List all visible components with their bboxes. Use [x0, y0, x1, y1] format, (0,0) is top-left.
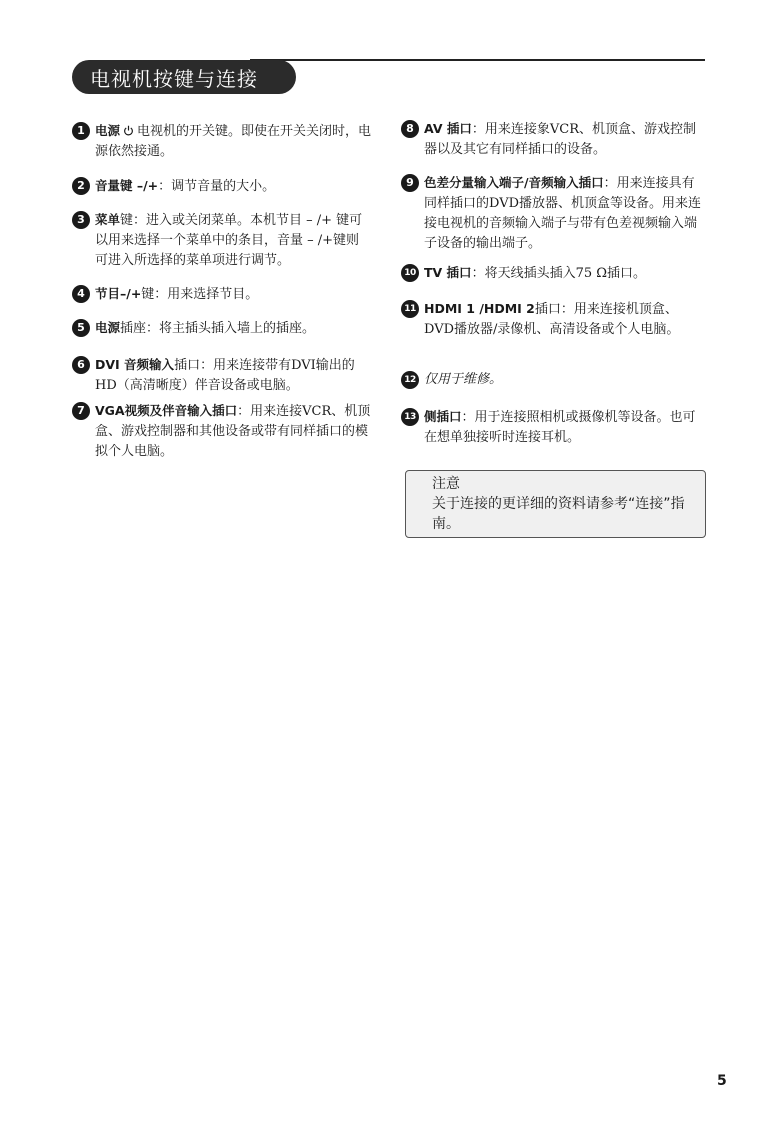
item-5: 5 电源插座：将主插头插入墙上的插座。	[72, 318, 372, 339]
note-heading: 注意	[432, 476, 460, 492]
note-box	[405, 470, 706, 538]
page-title	[72, 60, 296, 94]
page-title-text: 电视机按键与连接	[90, 66, 258, 91]
item-10: 10 TV 插口：将天线插头插入75 Ω插口。	[401, 263, 701, 284]
power-icon	[123, 125, 134, 136]
item-3: 3 菜单键：进入或关闭菜单。本机节目 – /+ 键可以用来选择一个菜单中的条目，音量 – /+键则可进入所选择的菜单项进行调节。	[72, 210, 372, 271]
note-body: 关于连接的更详细的资料请参考“连接”指南。	[432, 496, 685, 532]
item-number: 7	[72, 402, 90, 420]
item-9: 9 色差分量输入端子/音频输入插口：用来连接具有同样插口的DVD播放器、机顶盒等设备。用来连接电视机的音频输入端子与带有色差视频输入端子设备的输出端子。	[401, 173, 701, 254]
item-2: 2 音量键 –/+：调节音量的大小。	[72, 176, 372, 197]
item-number: 10	[401, 264, 419, 282]
item-7: 7 VGA视频及伴音输入插口：用来连接VCR、机顶盒、游戏控制器和其他设备或带有同样插口的模拟个人电脑。	[72, 401, 372, 462]
item-13: 13 侧插口：用于连接照相机或摄像机等设备。也可在想单独接听时连接耳机。	[401, 407, 701, 448]
item-number: 6	[72, 356, 90, 374]
item-number: 11	[401, 300, 419, 318]
item-number: 9	[401, 174, 419, 192]
item-number: 3	[72, 211, 90, 229]
item-number: 12	[401, 371, 419, 389]
item-8: 8 AV 插口：用来连接象VCR、机顶盒、游戏控制器以及其它有同样插口的设备。	[401, 119, 701, 160]
item-6: 6 DVI 音频输入插口：用来连接带有DVI输出的HD（高清晰度）伴音设备或电脑。	[72, 355, 372, 396]
item-number: 13	[401, 408, 419, 426]
page-number: 5	[717, 1073, 727, 1089]
item-number: 5	[72, 319, 90, 337]
item-number: 1	[72, 122, 90, 140]
item-number: 4	[72, 285, 90, 303]
title-rule	[250, 59, 705, 61]
item-number: 8	[401, 120, 419, 138]
item-12: 12 仅用于维修。	[401, 370, 701, 390]
item-4: 4 节目–/+键：用来选择节目。	[72, 284, 372, 305]
item-number: 2	[72, 177, 90, 195]
item-1: 1 电源 电视机的开关键。即使在开关关闭时，电源依然接通。	[72, 121, 372, 162]
item-11: 11 HDMI 1 /HDMI 2插口：用来连接机顶盒、DVD播放器/录像机、高清设备或个人电脑。	[401, 299, 701, 340]
